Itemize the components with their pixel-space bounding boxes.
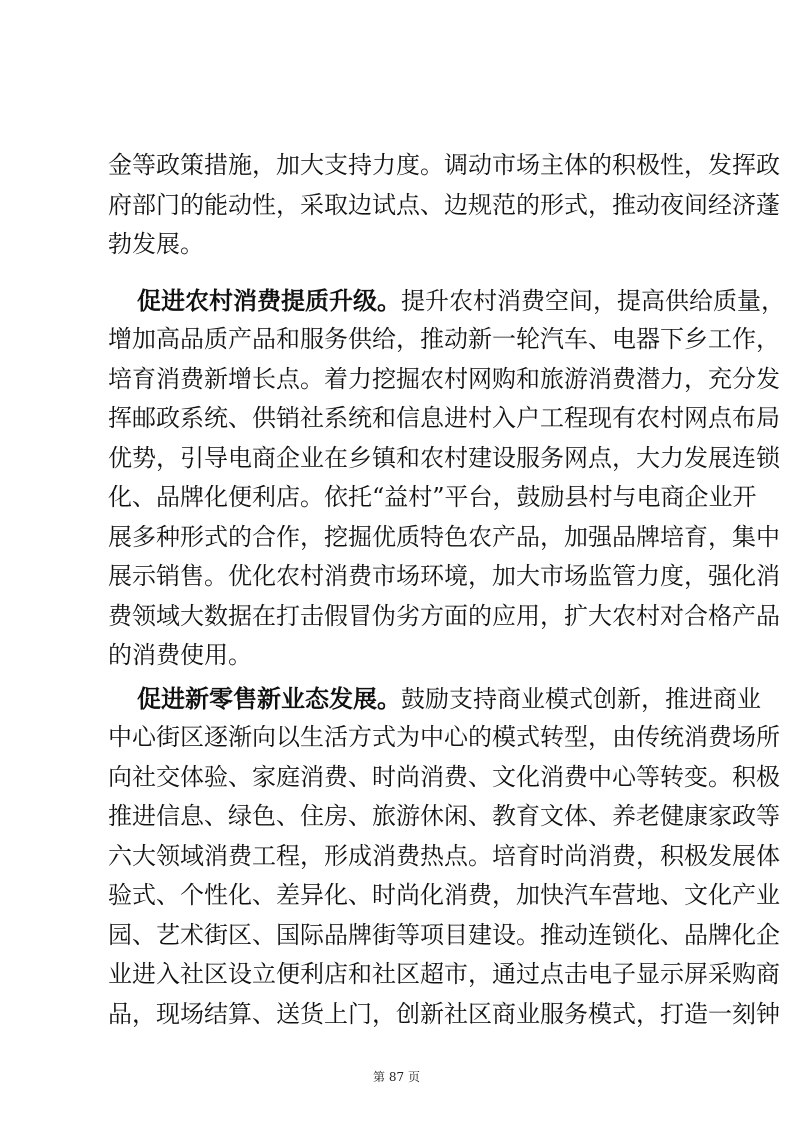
- text-line: 验式、个性化、差异化、时尚化消费，加快汽车营地、文化产业: [108, 881, 780, 909]
- text-line: 挥邮政系统、供销社系统和信息进村入户工程现有农村网点布局: [108, 404, 780, 432]
- page-body: [108, 146, 785, 1034]
- paragraph-new-retail: [108, 679, 780, 1035]
- text-line: 府部门的能动性，采取边试点、边规范的形式，推动夜间经济蓬: [108, 190, 780, 219]
- paragraph-heading: 促进新零售新业态发展。: [137, 683, 401, 713]
- text-line: 向社交体验、家庭消费、时尚消费、文化消费中心等转变。积极: [108, 762, 780, 791]
- text-line: 费领域大数据在打击假冒伪劣方面的应用，扩大农村对合格产品: [108, 601, 780, 630]
- paragraph-rural-consumption: [108, 281, 785, 676]
- text-line: 展示销售。优化农村消费市场环境，加大市场监管力度，强化消: [108, 562, 780, 590]
- paragraph-night-economy: [108, 146, 780, 265]
- text-line: 金等政策措施，加大支持力度。调动市场主体的积极性，发挥政: [108, 151, 780, 179]
- text-line: 的消费使用。: [108, 641, 252, 669]
- text-line: 园、艺术街区、国际品牌街等项目建设。推动连锁化、品牌化企: [108, 920, 780, 949]
- text-span: 鼓励支持商业模式创新，推进商业: [401, 684, 761, 713]
- text-line: 六大领域消费工程，形成消费热点。培育时尚消费，积极发展体: [108, 841, 780, 870]
- text-line: 推进信息、绿色、住房、旅游休闲、教育文体、养老健康家政等: [108, 802, 780, 830]
- page-number: 第 87 页: [373, 1070, 420, 1084]
- text-line: 勃发展。: [108, 230, 204, 258]
- text-line: [108, 281, 785, 321]
- paragraph-heading: 促进农村消费提质升级。: [137, 285, 401, 315]
- text-line: 增加高品质产品和服务供给，推动新一轮汽车、电器下乡工作，: [108, 325, 780, 353]
- text-line: 培育消费新增长点。着力挖掘农村网购和旅游消费潜力，充分发: [108, 364, 780, 393]
- text-line: 展多种形式的合作，挖掘优质特色农产品，加强品牌培育，集中: [108, 522, 780, 551]
- text-line: 中心街区逐渐向以生活方式为中心的模式转型，由传统消费场所: [108, 723, 780, 751]
- text-line: [108, 679, 761, 719]
- text-line: 优势，引导电商企业在乡镇和农村建设服务网点，大力发展连锁: [108, 443, 780, 472]
- text-line: 品，现场结算、送货上门，创新社区商业服务模式，打造一刻钟: [108, 999, 780, 1028]
- text-line: 化、品牌化便利店。依托“益村”平台，鼓励县村与电商企业开: [108, 483, 757, 511]
- text-line: 业进入社区设立便利店和社区超市，通过点击电子显示屏采购商: [108, 960, 780, 988]
- text-span: 提升农村消费空间，提高供给质量，: [401, 286, 785, 315]
